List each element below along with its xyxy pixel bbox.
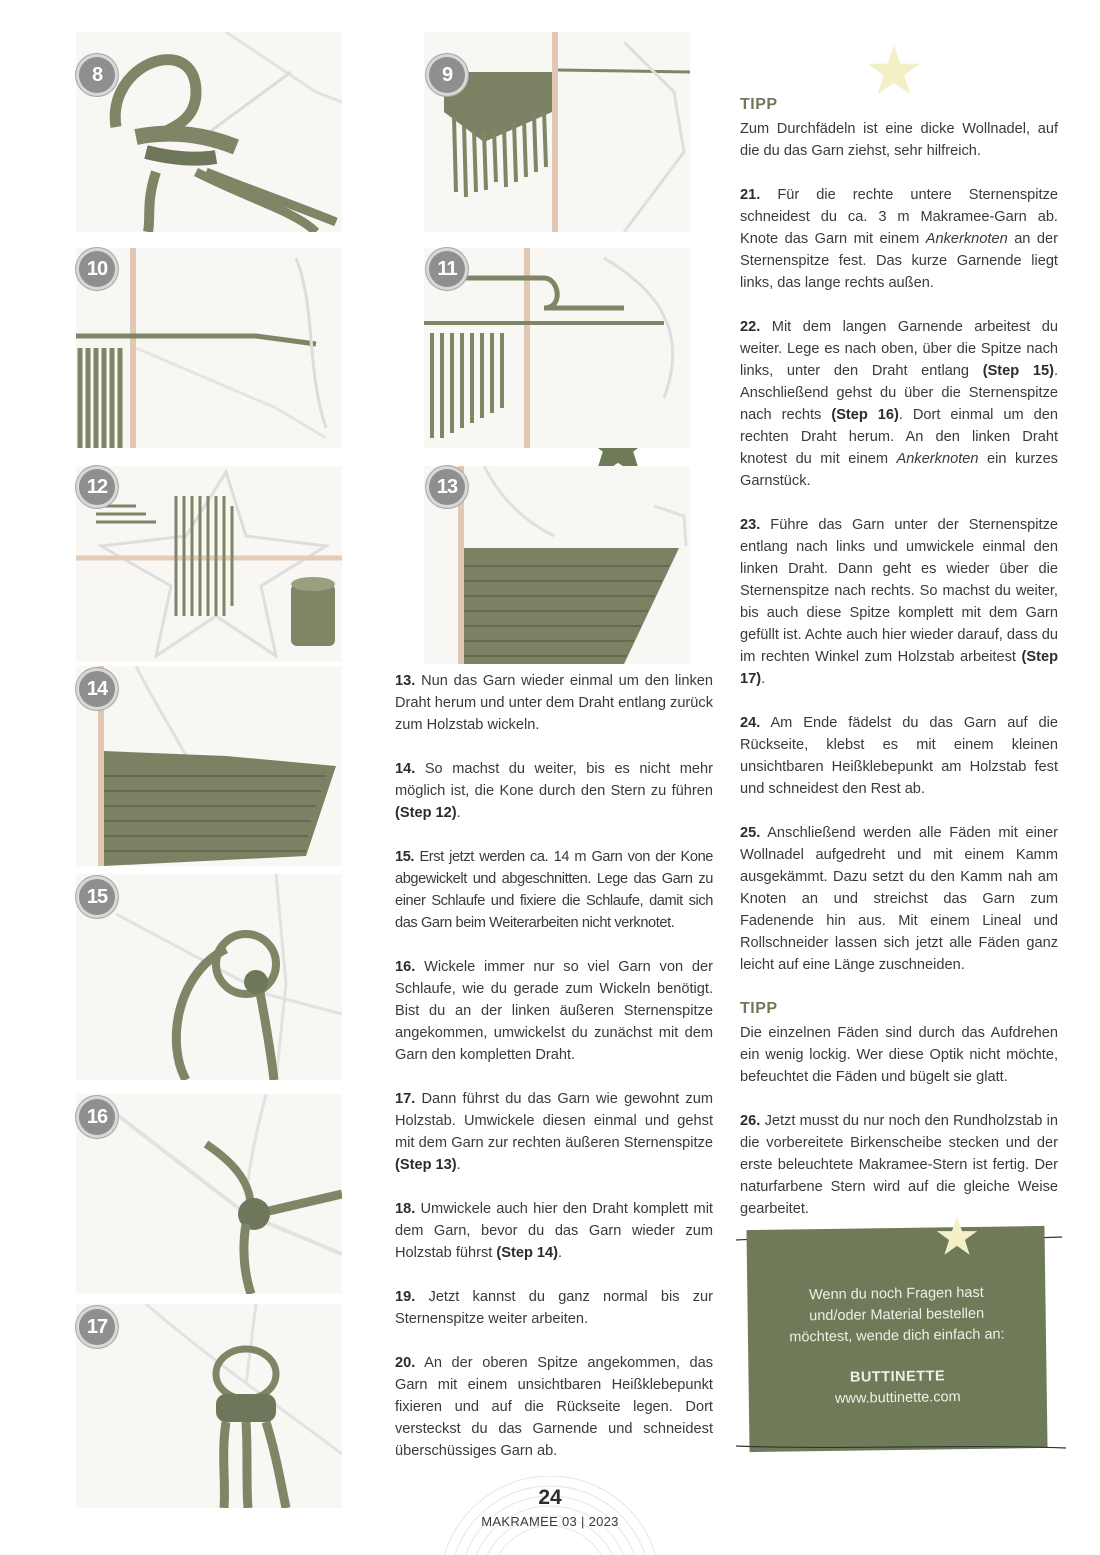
step-18: 18. Umwickele auch hier den Draht komplett mit dem Garn, bevor du das Garn wieder zum Holzstab führst (Step 14). xyxy=(395,1201,713,1261)
step-24: 24. Am Ende fädelst du das Garn auf die Rückseite, klebst es mit einem kleinen unsichtbaren Heißklebepunkt am Holzstab fest und schneidest den Rest ab. xyxy=(740,715,1058,797)
step-19: 19. Jetzt kannst du ganz normal bis zur Sternenspitze weiter arbeiten. xyxy=(395,1289,713,1327)
step-15: 15. Erst jetzt werden ca. 14 m Garn von der Kone abgewickelt und abgeschnitten. Lege das Garn zu einer Schlaufe und fixiere die Schlaufe, damit sich das Garn beim Weiterarbeiten nicht verknotet. xyxy=(395,849,713,931)
tip-heading: TIPP xyxy=(740,96,778,113)
contact-line: und/oder Material bestellen xyxy=(809,1305,985,1325)
instructions-middle xyxy=(395,670,713,1484)
step-22: 22. Mit dem langen Garnende arbeitest du weiter. Lege es nach oben, über die Spitze nach links, unter den Draht entlang (Step 15). Anschließend gehst du über die Sternenspitze nach rechts (Step 16). Dort einmal um den rechten Draht herum. An den linken Draht knotest du mit einem Ankerknoten ein kurzes Garnstück. xyxy=(740,319,1058,489)
decorative-star-icon xyxy=(936,1216,978,1256)
step-badge: 15 xyxy=(76,876,118,918)
contact-line: Wenn du noch Fragen hast xyxy=(808,1284,984,1304)
decorative-line xyxy=(736,1440,1066,1454)
step-23: 23. Führe das Garn unter der Sternenspitze entlang nach links und umwickele einmal den linken Draht. Dann geht es wieder über die Sternenspitze nach rechts. So machst du weiter, bis auch diese Spitze komplett mit dem Garn gefüllt ist. Achte auch hier wieder darauf, dass du im rechten Winkel zum Holzstab arbeitest (Step 17). xyxy=(740,517,1059,687)
step-badge: 12 xyxy=(76,466,118,508)
step-badge: 17 xyxy=(76,1306,118,1348)
step-20: 20. An der oberen Spitze angekommen, das Garn mit einem unsichtbaren Heißklebepunkt fixieren und auf die Rückseite legen. Dort versteckst du das Garnende und schneidest überschüssiges Garn ab. xyxy=(395,1355,714,1459)
step-16: 16. Wickele immer nur so viel Garn von der Schlaufe, wie du gerade zum Wickeln benötigt. Bist du an der linken äußeren Sternenspitze angekommen, umwickelst du zunächst mit dem Garn den kompletten Draht. xyxy=(395,959,713,1063)
contact-line: möchtest, wende dich einfach an: xyxy=(789,1326,1005,1346)
tip-text: Die einzelnen Fäden sind durch das Aufdrehen ein wenig lockig. Wer diese Optik nicht möchte, befeuchtet die Fäden und bügelt sie glatt. xyxy=(740,1025,1058,1085)
step-badge: 8 xyxy=(76,54,118,96)
instructions-right xyxy=(740,94,1058,1242)
step-26: 26. Jetzt musst du nur noch den Rundholzstab in die vorbereitete Birkenscheibe stecken und der erste beleuchtete Makramee-Stern ist fertig. Der naturfarbene Stern wird auf die gleiche Weise gearbeitet. xyxy=(740,1113,1059,1217)
step-14: 14. So machst du weiter, bis es nicht mehr möglich ist, die Kone durch den Stern zu führen (Step 12). xyxy=(395,761,713,821)
contact-box xyxy=(746,1226,1047,1452)
step-badge: 11 xyxy=(426,248,468,290)
tip-text: Zum Durchfädeln ist eine dicke Wollnadel, auf die du das Garn ziehst, sehr hilfreich. xyxy=(740,121,1058,159)
step-badge: 14 xyxy=(76,668,118,710)
magazine-issue: MAKRAMEE 03 | 2023 xyxy=(481,1514,619,1529)
decorative-star-icon xyxy=(866,44,922,96)
page-number: 24 xyxy=(538,1486,562,1509)
step-badge: 10 xyxy=(76,248,118,290)
step-21: 21. Für die rechte untere Sternenspitze schneidest du ca. 3 m Makramee-Garn ab. Knote das Garn mit einem Ankerknoten an der Sternenspitze fest. Das kurze Garnende liegt links, das lange rechts außen. xyxy=(740,187,1058,291)
website-link[interactable]: www.buttinette.com xyxy=(834,1389,961,1407)
step-13: 13. Nun das Garn wieder einmal um den linken Draht herum und unter dem Draht entlang zurück zum Holzstab wickeln. xyxy=(395,673,713,733)
step-badge: 13 xyxy=(426,466,468,508)
brand-name: BUTTINETTE xyxy=(849,1368,946,1386)
step-25: 25. Anschließend werden alle Fäden mit einer Wollnadel aufgedreht und mit einem Kamm ausgekämmt. Dazu setzt du den Kamm nah am Knoten an und streichst das Garn zum Fadenende hin aus. Mit einem Lineal und Rollschneider lassen sich jetzt alle Fäden ganz leicht auf eine Länge zuschneiden. xyxy=(740,825,1058,973)
step-17: 17. Dann führst du das Garn wie gewohnt zum Holzstab. Umwickele diesen einmal und gehst mit dem Garn zur rechten äußeren Sternenspitze (Step 13). xyxy=(395,1091,713,1173)
step-badge: 16 xyxy=(76,1096,118,1138)
step-badge: 9 xyxy=(426,54,468,96)
tip-heading: TIPP xyxy=(740,1000,778,1017)
step-photo-8 xyxy=(76,32,342,232)
